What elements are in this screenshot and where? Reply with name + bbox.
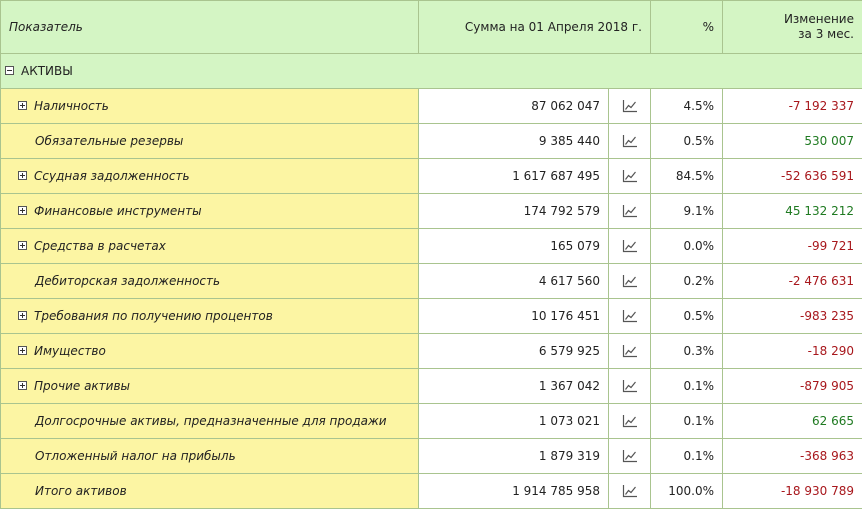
row-name-cell[interactable] [1,369,419,404]
section-row-assets[interactable] [1,54,862,89]
line-chart-icon[interactable] [622,344,638,358]
line-chart-icon[interactable] [622,414,638,428]
plus-square-icon[interactable] [18,241,27,250]
row-name: Требования по получению процентов [34,309,273,323]
header-name[interactable]: Показатель [1,1,419,54]
row-change: -18 290 [723,334,862,369]
row-name-cell[interactable] [1,334,419,369]
row-change: -52 636 591 [723,159,862,194]
plus-square-icon[interactable] [18,101,27,110]
row-name: Отложенный налог на прибыль [35,449,236,463]
row-pct: 0.0% [651,229,723,264]
header-change-line2: за 3 мес. [798,27,854,41]
row-name-cell[interactable] [1,194,419,229]
row-pct: 0.1% [651,439,723,474]
row-chart-cell [609,369,651,404]
row-change: -879 905 [723,369,862,404]
row-sum: 10 176 451 [419,299,609,334]
row-name: Обязательные резервы [35,134,184,148]
plus-square-icon[interactable] [18,171,27,180]
row-chart-cell [609,124,651,159]
row-sum: 1 617 687 495 [419,159,609,194]
row-pct: 0.2% [651,264,723,299]
row-name-cell [1,404,419,439]
line-chart-icon[interactable] [622,274,638,288]
table-row [1,89,862,124]
line-chart-icon[interactable] [622,379,638,393]
row-change: -2 476 631 [723,264,862,299]
row-name: Долгосрочные активы, предназначенные для продажи [35,414,387,428]
row-chart-cell [609,334,651,369]
row-pct: 100.0% [651,474,723,509]
row-chart-cell [609,299,651,334]
plus-square-icon[interactable] [18,346,27,355]
table-row [1,124,862,159]
table-row [1,474,862,509]
row-name-cell [1,264,419,299]
row-chart-cell [609,404,651,439]
row-chart-cell [609,194,651,229]
table-row [1,439,862,474]
line-chart-icon[interactable] [622,169,638,183]
section-label: АКТИВЫ [21,64,73,78]
row-pct: 0.5% [651,124,723,159]
plus-square-icon[interactable] [18,311,27,320]
row-change: 530 007 [723,124,862,159]
line-chart-icon[interactable] [622,484,638,498]
row-change: -368 963 [723,439,862,474]
row-sum: 6 579 925 [419,334,609,369]
row-chart-cell [609,159,651,194]
line-chart-icon[interactable] [622,204,638,218]
line-chart-icon[interactable] [622,309,638,323]
plus-square-icon[interactable] [18,381,27,390]
row-name-cell[interactable] [1,299,419,334]
row-chart-cell [609,89,651,124]
row-sum: 87 062 047 [419,89,609,124]
row-name: Итого активов [35,484,127,498]
row-chart-cell [609,439,651,474]
row-name-cell[interactable] [1,159,419,194]
row-sum: 165 079 [419,229,609,264]
table-row [1,264,862,299]
row-pct: 0.3% [651,334,723,369]
row-sum: 1 914 785 958 [419,474,609,509]
header-pct[interactable]: % [651,1,723,54]
row-name: Дебиторская задолженность [35,274,221,288]
row-pct: 0.1% [651,404,723,439]
row-name-cell [1,124,419,159]
line-chart-icon[interactable] [622,134,638,148]
row-change: -18 930 789 [723,474,862,509]
minus-square-icon[interactable] [5,66,14,75]
table-row [1,299,862,334]
row-change: 62 665 [723,404,862,439]
row-pct: 4.5% [651,89,723,124]
table-row [1,369,862,404]
row-pct: 0.5% [651,299,723,334]
row-change: 45 132 212 [723,194,862,229]
row-pct: 0.1% [651,369,723,404]
row-sum: 174 792 579 [419,194,609,229]
row-name: Средства в расчетах [34,239,166,253]
table-header-row [1,1,862,54]
row-pct: 9.1% [651,194,723,229]
plus-square-icon[interactable] [18,206,27,215]
table-row [1,194,862,229]
row-sum: 1 073 021 [419,404,609,439]
row-change: -7 192 337 [723,89,862,124]
row-chart-cell [609,229,651,264]
row-pct: 84.5% [651,159,723,194]
row-name-cell [1,439,419,474]
header-change-line1: Изменение [783,12,854,26]
row-name: Финансовые инструменты [34,204,202,218]
row-chart-cell [609,474,651,509]
row-change: -99 721 [723,229,862,264]
row-name-cell [1,474,419,509]
table-row [1,404,862,439]
row-name: Наличность [34,99,109,113]
row-name-cell[interactable] [1,89,419,124]
header-change[interactable] [723,1,862,54]
table-row [1,229,862,264]
row-sum: 9 385 440 [419,124,609,159]
row-name: Ссудная задолженность [34,169,190,183]
table-row [1,159,862,194]
header-sum[interactable]: Сумма на 01 Апреля 2018 г. [419,1,651,54]
line-chart-icon[interactable] [622,239,638,253]
row-sum: 4 617 560 [419,264,609,299]
table-row [1,334,862,369]
row-change: -983 235 [723,299,862,334]
row-name: Прочие активы [34,379,131,393]
row-sum: 1 879 319 [419,439,609,474]
line-chart-icon[interactable] [622,449,638,463]
line-chart-icon[interactable] [622,99,638,113]
row-name: Имущество [34,344,106,358]
row-name-cell[interactable] [1,229,419,264]
row-chart-cell [609,264,651,299]
row-sum: 1 367 042 [419,369,609,404]
